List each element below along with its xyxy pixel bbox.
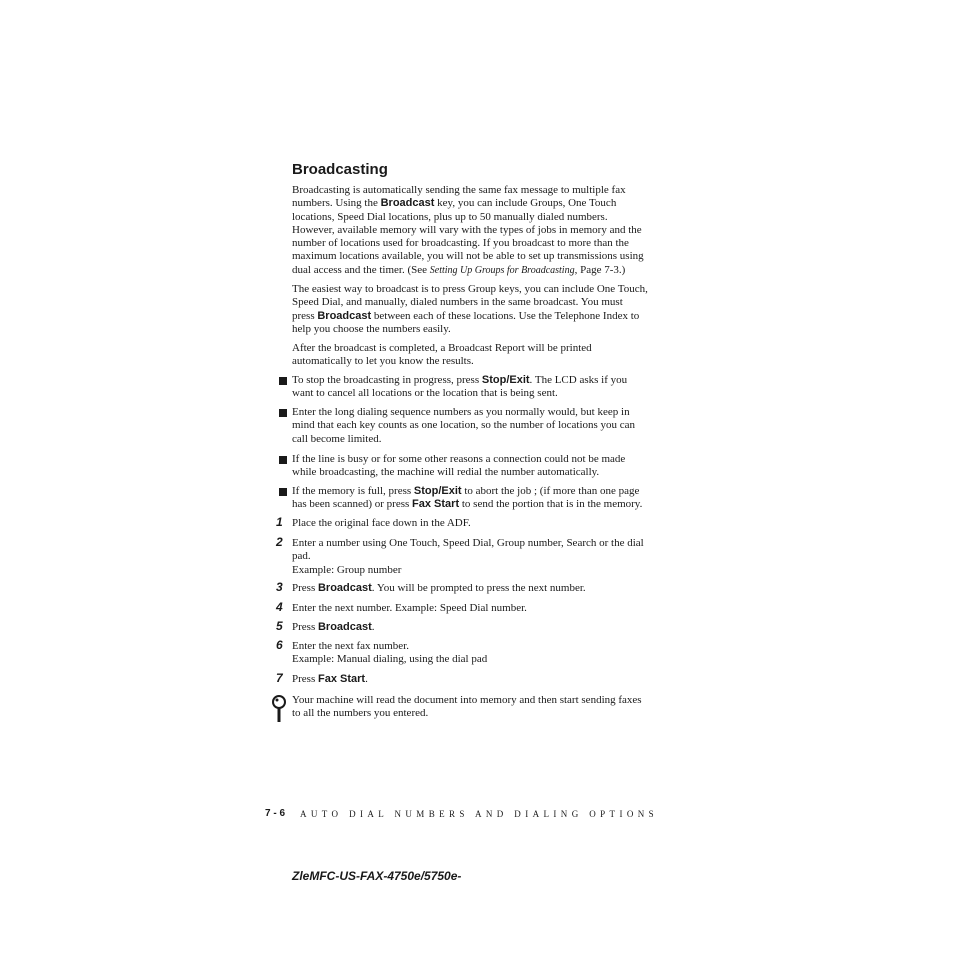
- fax-start-key-label: Fax Start: [412, 498, 460, 511]
- text-line: Your machine will read the document into memory and then start sending faxes: [292, 694, 642, 706]
- note-pin-icon: [271, 695, 287, 723]
- text-line: dual access and the timer. (See Setting Up Groups for Broadcasting, Page 7-3.): [292, 263, 626, 276]
- text-line: call become limited.: [292, 432, 382, 445]
- text-line: If the line is busy or for some other reasons a connection could not be made: [292, 453, 626, 465]
- text-line: Enter a number using One Touch, Speed Dial, Group number, Search or the dial: [292, 537, 644, 549]
- step-number: 5: [276, 619, 283, 633]
- text-line: want to cancel all locations or the location that is being sent.: [292, 387, 558, 400]
- text-line: Place the original face down in the ADF.: [292, 517, 471, 529]
- text-line: pad.: [292, 550, 311, 563]
- step-2-text: [292, 537, 664, 577]
- bullet-item-stop: [292, 374, 664, 401]
- bullet-item-memory-full: [292, 485, 664, 512]
- text-line: number of locations used for broadcasting. If you broadcast to more than the: [292, 237, 629, 250]
- text-line: To stop the broadcasting in progress, press Stop/Exit. The LCD asks if you: [292, 374, 628, 386]
- text-line: The easiest way to broadcast is to press Group keys, you can include One Touch,: [292, 283, 648, 295]
- text-line: Speed Dial, and manually, dialed numbers in the same broadcast. You must: [292, 296, 623, 309]
- step-number: 2: [276, 535, 283, 549]
- step-4-text: [292, 602, 664, 615]
- text-line: After the broadcast is completed, a Broadcast Report will be printed: [292, 342, 592, 354]
- bullet-square-icon: [279, 456, 287, 464]
- text-line: Example: Group number: [292, 563, 402, 576]
- step-number: 6: [276, 638, 283, 652]
- step-7-text: [292, 673, 664, 686]
- text-line: Press Fax Start.: [292, 673, 368, 685]
- text-line: automatically to let you know the results.: [292, 355, 474, 368]
- text-line: Enter the next number. Example: Speed Dial number.: [292, 602, 527, 614]
- broadcast-key-label: Broadcast: [317, 309, 372, 322]
- step-3-text: [292, 582, 664, 595]
- note-text: [292, 694, 664, 721]
- step-number: 3: [276, 580, 283, 594]
- step-5-text: [292, 621, 664, 634]
- easiest-paragraph: [292, 283, 664, 336]
- stop-exit-key-label: Stop/Exit: [481, 374, 530, 386]
- bullet-item-long-dialing: [292, 406, 664, 446]
- step-number: 4: [276, 600, 283, 614]
- text-line: maximum locations available, you will not be able to set up transmissions using: [292, 250, 644, 263]
- chapter-title: AUTO DIAL NUMBERS AND DIALING OPTIONS: [300, 809, 659, 819]
- text-line: help you choose the numbers easily.: [292, 322, 451, 335]
- text-line: to all the numbers you entered.: [292, 707, 429, 720]
- bullet-square-icon: [279, 488, 287, 496]
- text-line: However, available memory will vary with the types of jobs in memory and the: [292, 223, 642, 236]
- text-line: mind that each key counts as one location, so the number of locations you can: [292, 419, 636, 432]
- after-paragraph: [292, 342, 664, 369]
- page-number: 7 - 6: [265, 808, 286, 819]
- cross-reference: Setting Up Groups for Broadcasting: [429, 264, 575, 276]
- step-1-text: [292, 517, 664, 530]
- text-line: If the memory is full, press Stop/Exit to abort the job ; (if more than one page: [292, 485, 640, 497]
- text-line: while broadcasting, the machine will redial the number automatically.: [292, 466, 600, 479]
- step-number: 1: [276, 515, 283, 529]
- bullet-square-icon: [279, 409, 287, 417]
- broadcast-key-label: Broadcast: [317, 582, 372, 594]
- fax-start-key-label: Fax Start: [317, 673, 366, 685]
- broadcast-key-label: Broadcast: [380, 197, 435, 210]
- step-number: 7: [276, 671, 283, 685]
- stop-exit-key-label: Stop/Exit: [413, 485, 462, 497]
- text-line: numbers. Using the Broadcast key, you can include Groups, One Touch: [292, 197, 617, 210]
- section-heading: Broadcasting: [292, 161, 388, 178]
- broadcast-key-label: Broadcast: [317, 621, 372, 633]
- text-line: has been scanned) or press Fax Start to send the portion that is in the memory.: [292, 498, 643, 511]
- text-line: Enter the long dialing sequence numbers as you normally would, but keep in: [292, 406, 630, 418]
- text-line: locations, Speed Dial locations, plus up to 50 manually dialed numbers.: [292, 210, 608, 223]
- text-line: Press Broadcast.: [292, 621, 375, 633]
- text-line: Press Broadcast. You will be prompted to press the next number.: [292, 582, 586, 594]
- text-line: Enter the next fax number.: [292, 640, 409, 652]
- step-6-text: [292, 640, 664, 667]
- intro-paragraph: [292, 184, 664, 277]
- text-line: Example: Manual dialing, using the dial pad: [292, 653, 488, 666]
- bullet-item-busy-line: [292, 453, 664, 480]
- bullet-square-icon: [279, 377, 287, 385]
- text-line: press Broadcast between each of these locations. Use the Telephone Index to: [292, 309, 640, 322]
- document-id: ZleMFC-US-FAX-4750e/5750e-: [292, 869, 462, 883]
- text-line: Broadcasting is automatically sending the same fax message to multiple fax: [292, 184, 626, 196]
